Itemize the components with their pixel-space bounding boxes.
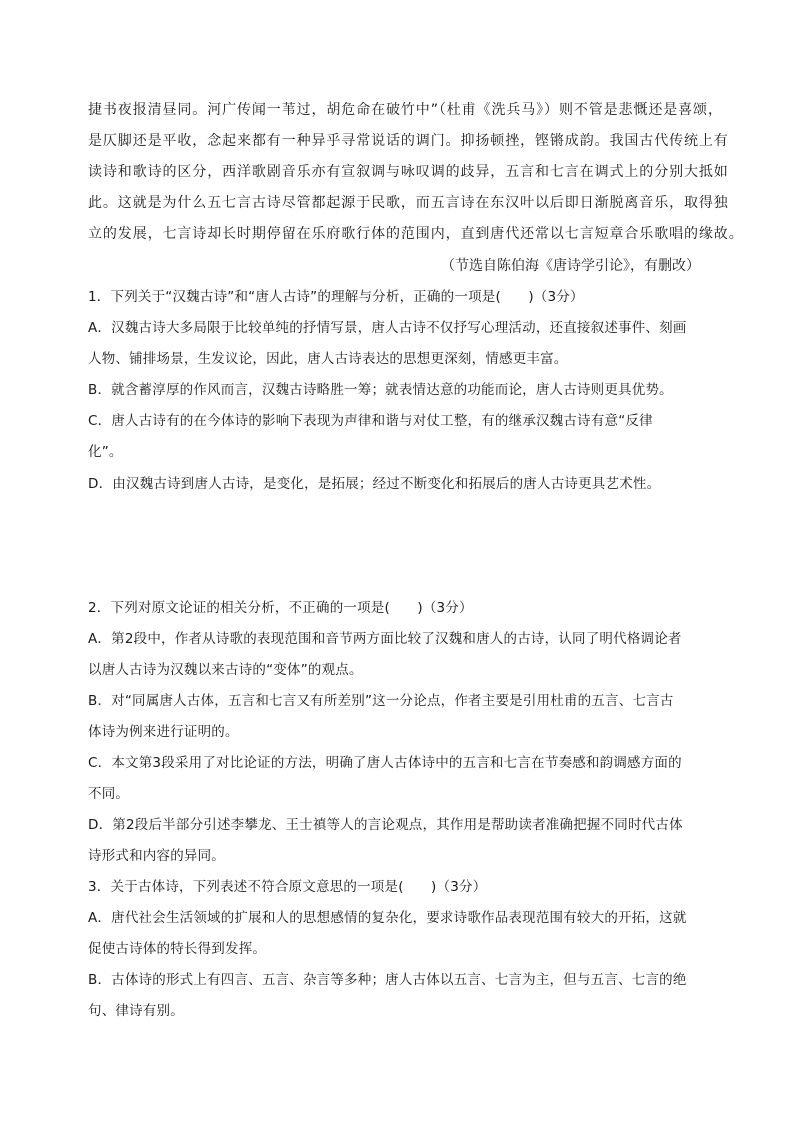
question-2-option-c: C．本文第3段采用了对比论证的方法，明确了唐人古体诗中的五言和七言在节奏感和韵调感方面的 xyxy=(88,755,682,771)
question-1-option-a: A．汉魏古诗大多局限于比较单纯的抒情写景，唐人古诗不仅抒写心理活动，还直接叙述事件、刻画 xyxy=(88,320,687,336)
question-2-option-d: D．第2段后半部分引述李攀龙、王士禛等人的言论观点，其作用是帮助读者准确把握不同时代古体 xyxy=(88,817,683,833)
question-2-option-a: A．第2段中，作者从诗歌的表现范围和音节两方面比较了汉魏和唐人的古诗，认同了明代格调论者 xyxy=(88,631,682,647)
question-2-option-c-cont: 不同。 xyxy=(88,786,130,802)
question-1-option-b: B．就含蓄淳厚的作风而言，汉魏古诗略胜一筹；就表情达意的功能而论，唐人古诗则更具优势。 xyxy=(88,382,673,398)
passage-source: （节选自陈伯海《唐诗学引论》，有删改） xyxy=(441,258,700,274)
question-2-option-a-cont: 以唐人古诗为汉魏以来古诗的“变体”的观点。 xyxy=(88,662,363,678)
question-3-stem: 3．关于古体诗，下列表述不符合原文意思的一项是( )（3分） xyxy=(88,879,487,895)
passage-line: 此。这就是为什么五七言古诗尽管都起源于民歌，而五言诗在东汉叶以后即日渐脱离音乐，取得独 xyxy=(88,195,729,211)
passage-line: 读诗和歌诗的区分，西洋歌剧音乐亦有宣叙调与咏叹调的歧异，五言和七言在调式上的分别大抵如 xyxy=(88,164,729,180)
question-3-option-b: B．古体诗的形式上有四言、五言、杂言等多种；唐人古体以五言、七言为主，但与五言、七言的绝 xyxy=(88,972,687,988)
question-1-option-c: C．唐人古诗有的在今体诗的影响下表现为声律和谐与对仗工整，有的继承汉魏古诗有意“反律 xyxy=(88,413,653,429)
question-3-option-a: A．唐代社会生活领域的扩展和人的思想感情的复杂化，要求诗歌作品表现范围有较大的开拓，这就 xyxy=(88,910,687,926)
question-1-option-c-cont: 化”。 xyxy=(88,444,123,460)
question-2-option-d-cont: 诗形式和内容的异同。 xyxy=(88,848,225,864)
passage-line: 立的发展，七言诗却长时期停留在乐府歌行体的范围内，直到唐代还常以七言短章合乐歌唱的缘故。 xyxy=(88,226,744,242)
question-1-option-d: D．由汉魏古诗到唐人古诗，是变化，是拓展；经过不断变化和拓展后的唐人古诗更具艺术性。 xyxy=(88,476,661,492)
passage-line: 捷书夜报清昼同。河广传闻一苇过，胡危命在破竹中”（杜甫《洗兵马》）则不管是悲慨还是喜颂， xyxy=(88,102,723,118)
question-1-option-a-cont: 人物、铺排场景，生发议论，因此，唐人古诗表达的思想更深刻，情感更丰富。 xyxy=(88,351,568,367)
question-3-option-a-cont: 促使古诗体的特长得到发挥。 xyxy=(88,941,267,957)
question-2-option-b-cont: 体诗为例来进行证明的。 xyxy=(88,724,239,740)
question-2-option-b: B．对“同属唐人古体，五言和七言又有所差别”这一分论点，作者主要是引用杜甫的五言、七言古 xyxy=(88,693,674,709)
question-1-stem: 1．下列关于“汉魏古诗”和“唐人古诗”的理解与分析，正确的一项是( )（3分） xyxy=(88,289,584,305)
passage-line: 是仄脚还是平收，念起来都有一种异乎寻常说话的调门。抑扬顿挫，铿锵成韵。我国古代传统上有 xyxy=(88,133,729,149)
question-3-option-b-cont: 句、律诗有别。 xyxy=(88,1003,184,1019)
question-2-stem: 2．下列对原文论证的相关分析，不正确的一项是( )（3分） xyxy=(88,600,473,616)
